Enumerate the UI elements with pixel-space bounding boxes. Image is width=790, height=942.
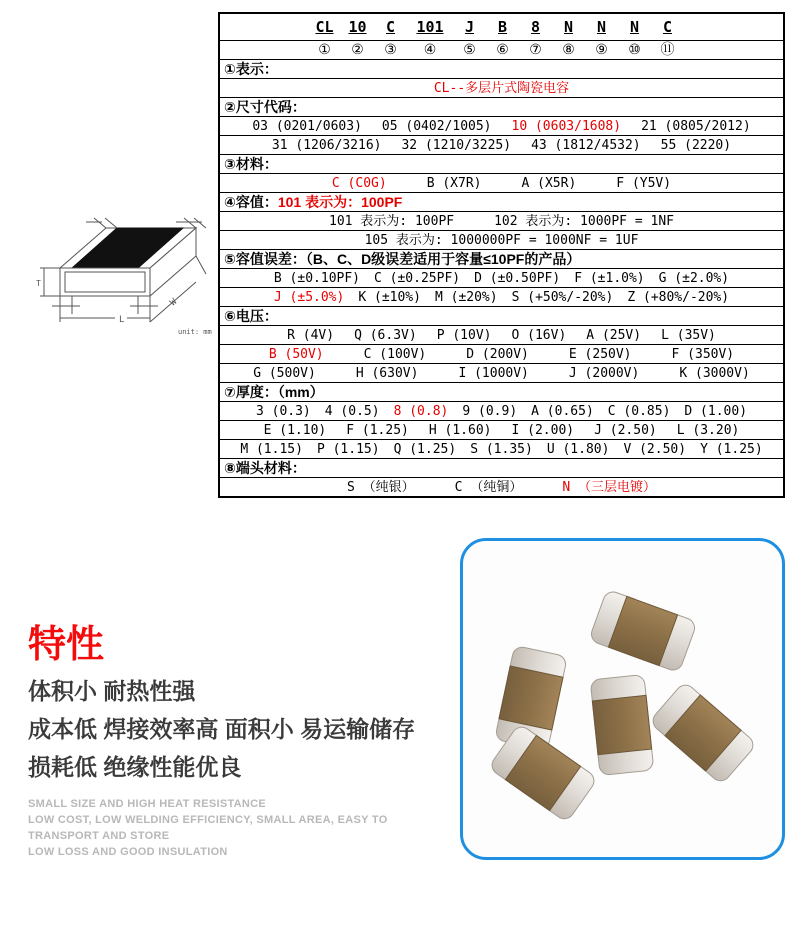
features-heading: 特性 <box>28 624 105 666</box>
dim-length-label: L <box>119 315 125 325</box>
code-letter: C <box>662 18 673 36</box>
circled-index: ⑨ <box>595 42 608 58</box>
size-code-option: 32 (1210/3225) <box>401 138 512 153</box>
section-label-text: ⑤容值误差：（B、C、D级误差适用于容量≤10PF的产品） <box>224 251 581 267</box>
tolerance-row-2 <box>220 287 783 306</box>
voltage-option: I (1000V) <box>458 366 529 381</box>
code-letter: 10 <box>348 18 367 36</box>
tolerance-option: B (±0.10PF) <box>273 271 360 286</box>
circled-index: ⑪ <box>660 42 675 58</box>
section-label-text: ②尺寸代码： <box>224 99 306 115</box>
capacitance-row-1 <box>220 211 783 230</box>
voltage-option: R (4V) <box>287 328 335 343</box>
thickness-option: H (1.60) <box>428 423 492 438</box>
thickness-option: 8 (0.8) <box>393 404 449 419</box>
part-number-spec-table <box>218 12 785 498</box>
material-option: A (X5R) <box>521 176 577 191</box>
voltage-option: J (2000V) <box>568 366 640 381</box>
capacitor-chip <box>589 589 698 673</box>
code-letter: N <box>596 18 607 36</box>
code-letter: 101 <box>416 18 444 36</box>
circled-index: ③ <box>384 42 397 58</box>
size-code-option: 55 (2220) <box>660 138 732 153</box>
size-code-option: 10 (0603/1608) <box>511 119 622 134</box>
dim-thickness-label: T <box>36 279 41 288</box>
code-letter: CL <box>315 18 334 36</box>
tolerance-option: K (±10%) <box>358 290 421 305</box>
section-3-label <box>220 154 783 173</box>
thickness-option: Q (1.25) <box>393 442 457 457</box>
capacitor-chip <box>590 674 654 775</box>
voltage-option: F (350V) <box>671 347 735 362</box>
material-option: F (Y5V) <box>616 176 672 191</box>
voltage-option: L (35V) <box>661 328 716 343</box>
voltage-option: A (25V) <box>586 328 642 343</box>
capacitance-example: 105 表示为: 1000000PF = 1000NF = 1UF <box>364 233 639 248</box>
termination-row <box>220 477 783 496</box>
section-2-label <box>220 97 783 116</box>
section-1-value <box>220 78 783 97</box>
circled-index: ⑩ <box>628 42 641 58</box>
circled-index: ② <box>351 42 364 58</box>
feature-line-en: LOW COST, LOW WELDING EFFICIENCY, SMALL AREA, EASY TO TRANSPORT AND STORE <box>28 814 388 842</box>
code-letter: N <box>563 18 574 36</box>
size-code-option: 21 (0805/2012) <box>641 119 751 134</box>
tolerance-option: C (±0.25PF) <box>374 271 461 286</box>
section-8-label <box>220 458 783 477</box>
section-5-label <box>220 249 783 268</box>
features-english-block <box>28 796 448 860</box>
code-letter: N <box>629 18 640 36</box>
section-label-text: ③材料： <box>224 156 278 172</box>
material-option: B (X7R) <box>426 176 482 191</box>
thickness-option: F (1.25) <box>346 423 409 438</box>
thickness-option: C (0.85) <box>607 404 671 419</box>
tolerance-option: Z (+80%/-20%) <box>627 290 730 305</box>
tolerance-row-1 <box>220 268 783 287</box>
voltage-option: C (100V) <box>363 347 427 362</box>
size-codes-row-2 <box>220 135 783 154</box>
section-6-label <box>220 306 783 325</box>
thickness-option: J (2.50) <box>594 423 657 438</box>
feature-line-en: LOW LOSS AND GOOD INSULATION <box>28 846 228 858</box>
meaning-value: CL--多层片式陶瓷电容 <box>433 81 570 96</box>
tolerance-option: J (±5.0%) <box>273 290 345 305</box>
tolerance-option: G (±2.0%) <box>658 271 730 286</box>
termination-option: S （纯银） <box>347 480 415 495</box>
thickness-option: 9 (0.9) <box>462 404 518 419</box>
size-code-option: 31 (1206/3216) <box>271 138 382 153</box>
section-4-label <box>220 192 783 211</box>
capacitance-example: 102 表示为: 1000PF = 1NF <box>494 214 674 229</box>
thickness-option: Y (1.25) <box>700 442 763 457</box>
circled-index: ⑥ <box>496 42 509 58</box>
voltage-option: Q (6.3V) <box>354 328 417 343</box>
thickness-option: P (1.15) <box>316 442 380 457</box>
thickness-option: 4 (0.5) <box>324 404 380 419</box>
chip-drawing <box>30 196 215 346</box>
voltage-option: E (250V) <box>568 347 632 362</box>
thickness-option: M (1.15) <box>240 442 303 457</box>
tolerance-option: S (+50%/-20%) <box>511 290 614 305</box>
thickness-option: U (1.80) <box>546 442 610 457</box>
capacitor-chip <box>649 681 757 785</box>
thickness-option: S (1.35) <box>470 442 533 457</box>
circled-index: ⑤ <box>463 42 476 58</box>
code-letter: C <box>385 18 396 36</box>
code-index-row <box>220 40 783 59</box>
thickness-option: L (3.20) <box>676 423 740 438</box>
section-label-text: ⑥电压： <box>224 308 278 324</box>
thickness-row-3 <box>220 439 783 458</box>
circled-index: ⑧ <box>562 42 575 58</box>
code-letter: 8 <box>530 18 541 36</box>
termination-option: C （纯铜） <box>454 480 523 495</box>
material-row <box>220 173 783 192</box>
thickness-option: A (0.65) <box>531 404 594 419</box>
code-letter: B <box>497 18 508 36</box>
thickness-option: D (1.00) <box>684 404 748 419</box>
section-label-text: ⑧端头材料： <box>224 460 306 476</box>
voltage-option: B (50V) <box>268 347 324 362</box>
section-1-label <box>220 59 783 78</box>
voltage-option: D (200V) <box>466 347 529 362</box>
thickness-row-2 <box>220 420 783 439</box>
material-option: C (C0G) <box>331 176 387 191</box>
dim-width-label: W <box>168 297 180 309</box>
feature-line: 损耗低 绝缘性能优良 <box>28 754 242 780</box>
circled-index: ① <box>318 42 331 58</box>
capacitance-example: 101 表示为: 100PF <box>329 214 455 229</box>
thickness-row-1 <box>220 401 783 420</box>
section-label-text: ⑦厚度：（mm） <box>224 384 324 400</box>
voltage-option: G (500V) <box>253 366 316 381</box>
capacitor-dimension-diagram <box>30 196 215 350</box>
tolerance-option: D (±0.50PF) <box>474 271 561 286</box>
thickness-option: E (1.10) <box>263 423 327 438</box>
thickness-option: V (2.50) <box>623 442 687 457</box>
size-code-option: 43 (1812/4532) <box>531 138 641 153</box>
circled-index: ④ <box>423 42 437 58</box>
tolerance-option: M (±20%) <box>434 290 498 305</box>
size-code-option: 05 (0402/1005) <box>381 119 492 134</box>
unit-label: unit: mm <box>178 328 212 336</box>
size-code-option: 03 (0201/0603) <box>252 119 362 134</box>
feature-line: 体积小 耐热性强 <box>28 678 196 704</box>
circled-index: ⑦ <box>529 42 542 58</box>
feature-line: 成本低 焊接效率高 面积小 易运输储存 <box>28 716 416 742</box>
voltage-row-3 <box>220 363 783 382</box>
capacitance-highlight: 101 表示为：100PF <box>277 194 403 210</box>
size-codes-row-1 <box>220 116 783 135</box>
feature-line-en: SMALL SIZE AND HIGH HEAT RESISTANCE <box>28 798 267 810</box>
termination-option: N （三层电镀） <box>562 480 656 495</box>
code-letter: J <box>464 18 475 36</box>
thickness-option: 3 (0.3) <box>255 404 311 419</box>
part-code-row <box>220 14 783 40</box>
section-label-text: ①表示： <box>224 61 278 77</box>
thickness-option: I (2.00) <box>511 423 575 438</box>
capacitors-photo <box>463 541 782 857</box>
product-photo-frame <box>460 538 785 860</box>
voltage-row-2 <box>220 344 783 363</box>
capacitance-row-2 <box>220 230 783 249</box>
voltage-row-1 <box>220 325 783 344</box>
voltage-option: P (10V) <box>436 328 492 343</box>
section-7-label <box>220 382 783 401</box>
features-section <box>28 622 448 860</box>
section-label-text: ④容值： <box>224 194 278 210</box>
voltage-option: H (630V) <box>355 366 419 381</box>
voltage-option: K (3000V) <box>679 366 750 381</box>
tolerance-option: F (±1.0%) <box>574 271 645 286</box>
voltage-option: O (16V) <box>511 328 567 343</box>
